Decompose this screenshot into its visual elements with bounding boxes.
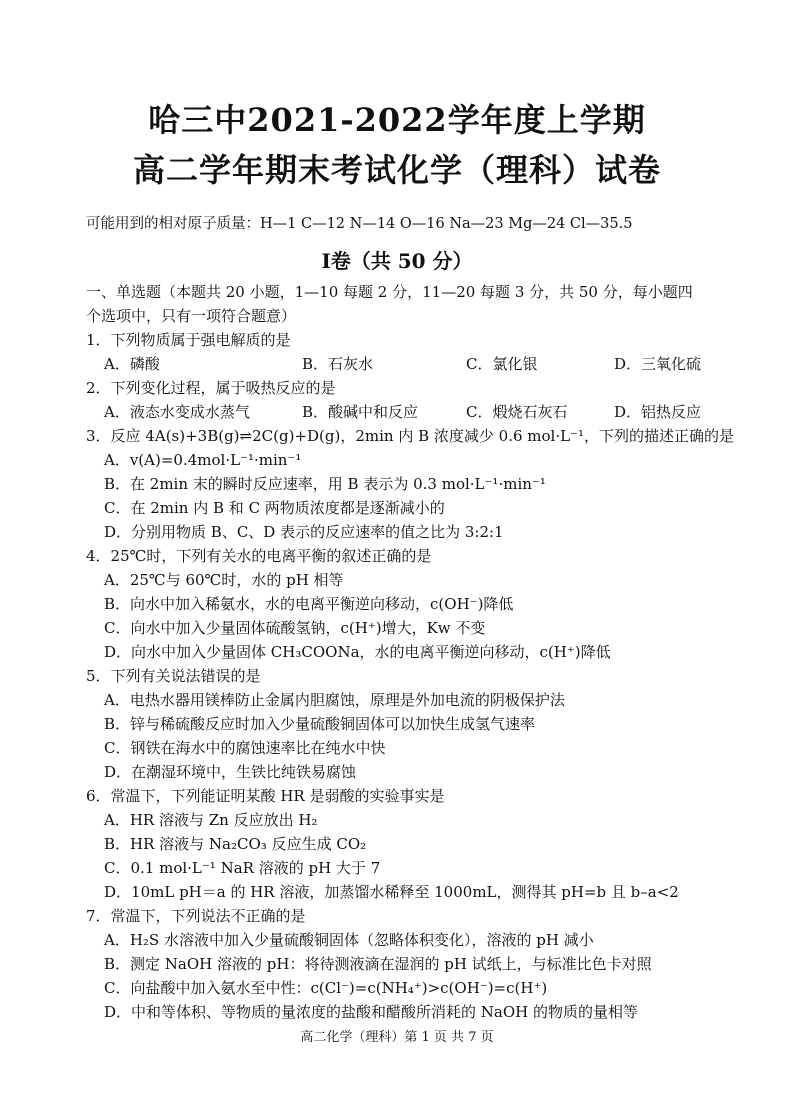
question-5-stem: 5．下列有关说法错误的是: [86, 667, 261, 685]
question-7-stem: 7．常温下，下列说法不正确的是: [86, 907, 306, 925]
question-1-option-b: B．石灰水: [302, 355, 374, 373]
question-1-option-a: A．磷酸: [104, 355, 160, 373]
question-7-option-b: B．测定 NaOH 溶液的 pH：将待测液滴在湿润的 pH 试纸上，与标准比色卡对照: [104, 955, 652, 973]
page-footer: 高二化学（理科）第 1 页 共 7 页: [300, 1030, 494, 1045]
question-6-stem: 6．常温下，下列能证明某酸 HR 是弱酸的实验事实是: [86, 787, 445, 805]
question-4-option-a: A．25℃与 60℃时，水的 pH 相等: [104, 571, 344, 589]
question-1-option-d: D．三氧化硫: [614, 355, 702, 373]
question-4-option-b: B．向水中加入稀氨水，水的电离平衡逆向移动，c(OH⁻)降低: [104, 595, 514, 613]
question-7-option-c: C．向盐酸中加入氨水至中性：c(Cl⁻)=c(NH₄⁺)>c(OH⁻)=c(H⁺): [104, 979, 548, 997]
question-6-option-a: A．HR 溶液与 Zn 反应放出 H₂: [104, 811, 318, 829]
question-6-option-b: B．HR 溶液与 Na₂CO₃ 反应生成 CO₂: [104, 835, 367, 853]
question-3-option-c: C．在 2min 内 B 和 C 两物质浓度都是逐渐减小的: [104, 499, 445, 517]
question-4-stem: 4．25℃时，下列有关水的电离平衡的叙述正确的是: [86, 547, 432, 565]
question-5-option-d: D．在潮湿环境中，生铁比纯铁易腐蚀: [104, 763, 357, 781]
question-2-option-a: A．液态水变成水蒸气: [104, 403, 250, 421]
question-5-option-b: B．锌与稀硫酸反应时加入少量硫酸铜固体可以加快生成氢气速率: [104, 715, 536, 733]
question-4-option-c: C．向水中加入少量固体硫酸氢钠，c(H⁺)增大，Kw 不变: [104, 619, 486, 637]
question-4-option-d: D．向水中加入少量固体 CH₃COONa，水的电离平衡逆向移动，c(H⁺)降低: [104, 643, 611, 661]
question-2-stem: 2．下列变化过程，属于吸热反应的是: [86, 379, 336, 397]
question-3-option-d: D．分别用物质 B、C、D 表示的反应速率的值之比为 3:2:1: [104, 523, 504, 541]
question-1-stem: 1．下列物质属于强电解质的是: [86, 331, 291, 349]
exam-subtitle: 高二学年期末考试化学（理科）试卷: [132, 151, 661, 189]
instructions-line-1: 一、单选题（本题共 20 小题，1—10 每题 2 分，11—20 每题 3 分，共 50 分，每小题四: [86, 283, 693, 301]
question-3-stem: 3．反应 4A(s)+3B(g)⇌2C(g)+D(g)，2min 内 B 浓度减少 0.6 mol·L⁻¹，下列的描述正确的是: [86, 427, 734, 445]
question-6-option-c: C．0.1 mol·L⁻¹ NaR 溶液的 pH 大于 7: [104, 859, 381, 877]
question-3-option-b: B．在 2min 末的瞬时反应速率，用 B 表示为 0.3 mol·L⁻¹·min⁻¹: [104, 475, 546, 493]
question-7-option-d: D．中和等体积、等物质的量浓度的盐酸和醋酸所消耗的 NaOH 的物质的量相等: [104, 1003, 639, 1021]
question-7-option-a: A．H₂S 水溶液中加入少量硫酸铜固体（忽略体积变化），溶液的 pH 减小: [104, 931, 594, 949]
question-5-option-a: A．电热水器用镁棒防止金属内胆腐蚀，原理是外加电流的阴极保护法: [104, 691, 565, 709]
question-2-option-b: B．酸碱中和反应: [302, 403, 419, 421]
question-2-option-c: C．煅烧石灰石: [466, 403, 568, 421]
question-6-option-d: D．10mL pH＝a 的 HR 溶液，加蒸馏水稀释至 1000mL，测得其 pH=b 且 b–a<2: [104, 883, 679, 901]
instructions-line-2: 个选项中，只有一项符合题意）: [86, 307, 297, 325]
question-2-option-d: D．铝热反应: [614, 403, 702, 421]
question-5-option-c: C．钢铁在海水中的腐蚀速率比在纯水中快: [104, 739, 386, 757]
atomic-masses-note: 可能用到的相对原子质量：H—1 C—12 N—14 O—16 Na—23 Mg—24 Cl—35.5: [86, 216, 633, 232]
question-3-option-a: A．v(A)=0.4mol·L⁻¹·min⁻¹: [104, 451, 302, 469]
question-1-option-c: C．氯化银: [466, 355, 538, 373]
section-title: Ⅰ卷（共 50 分）: [321, 249, 473, 273]
exam-title: 哈三中2021-2022学年度上学期: [148, 101, 646, 139]
